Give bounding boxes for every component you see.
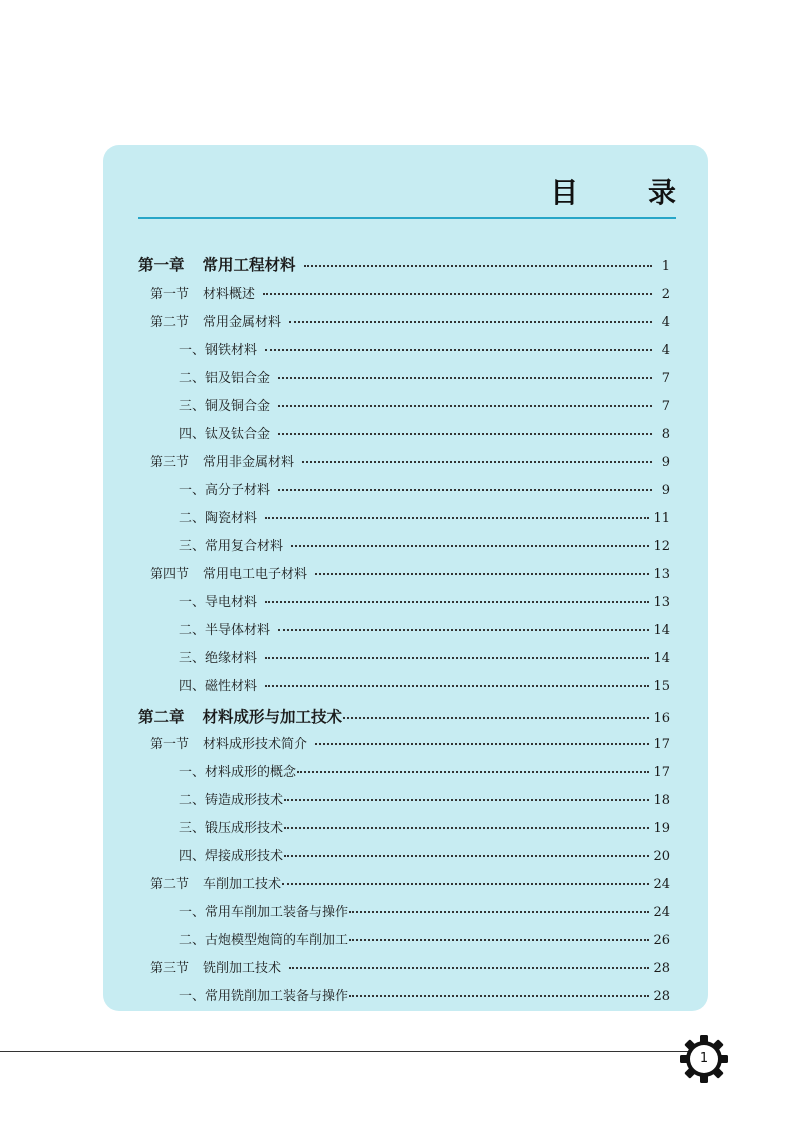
toc-entry-title: 常用车削加工装备与操作: [205, 905, 349, 920]
toc-subsection-entry: [103, 619, 670, 645]
toc-entry-title: 高分子材料: [205, 483, 271, 498]
toc-page-number: 24: [653, 905, 670, 920]
toc-page-number: 4: [661, 315, 670, 330]
toc-entry-title: 半导体材料: [205, 623, 271, 638]
toc-entry-title: 焊接成形技术: [205, 849, 284, 864]
toc-entry-label: [179, 591, 257, 610]
toc-page-number: 11: [653, 511, 670, 526]
toc-entry-number: 一、: [179, 483, 206, 498]
toc-section-entry: [103, 283, 670, 309]
toc-entry-title: 材料成形技术简介: [203, 737, 308, 752]
toc-page-number: 28: [653, 961, 670, 976]
page-title: 目 录: [550, 176, 706, 209]
dot-leader: [278, 489, 652, 491]
toc-section-entry: [103, 873, 670, 899]
toc-entry-label: [179, 339, 257, 358]
toc-entry-number: 第三节: [150, 961, 190, 976]
toc-entry-title: 绝缘材料: [205, 651, 258, 666]
toc-entry-label: [179, 817, 283, 836]
toc-subsection-entry: [103, 901, 670, 927]
toc-page-number: 1: [661, 259, 670, 274]
toc-section-entry: [103, 957, 670, 983]
toc-section-entry: [103, 311, 670, 337]
toc-entry-title: 陶瓷材料: [205, 511, 258, 526]
toc-page-number: 7: [661, 371, 670, 386]
toc-subsection-entry: [103, 339, 670, 365]
dot-leader: [278, 405, 652, 407]
dot-leader: [263, 293, 652, 295]
dot-leader: [315, 743, 649, 745]
toc-entry-label: [150, 311, 281, 330]
dot-leader: [343, 717, 649, 719]
toc-subsection-entry: [103, 789, 670, 815]
toc-page-number: 24: [653, 877, 670, 892]
toc-page-number: 18: [653, 793, 670, 808]
toc-entry-label: [150, 451, 294, 470]
toc-entry-number: 二、: [179, 511, 206, 526]
toc-entry-label: [179, 535, 283, 554]
toc-entry-number: 三、: [179, 399, 206, 414]
toc-entry-title: 锻压成形技术: [205, 821, 284, 836]
dot-leader: [265, 349, 652, 351]
toc-entry-number: 第一章: [138, 256, 185, 274]
toc-subsection-entry: [103, 507, 670, 533]
toc-entry-number: 四、: [179, 427, 206, 442]
dot-leader: [302, 461, 652, 463]
toc-entry-number: 一、: [179, 989, 206, 1004]
toc-entry-label: [150, 283, 255, 302]
dot-leader: [284, 855, 649, 857]
dot-leader: [349, 911, 649, 913]
toc-chapter-entry: [103, 705, 670, 731]
toc-subsection-entry: [103, 423, 670, 449]
toc-entry-label: [179, 395, 270, 414]
dot-leader: [265, 601, 649, 603]
dot-leader: [278, 377, 652, 379]
toc-page-number: 17: [653, 765, 670, 780]
toc-subsection-entry: [103, 367, 670, 393]
toc-entry-label: [150, 873, 281, 892]
toc-subsection-entry: [103, 675, 670, 701]
toc-entry-number: 二、: [179, 793, 206, 808]
dot-leader: [265, 517, 649, 519]
toc-entry-title: 常用非金属材料: [203, 455, 295, 470]
toc-page-number: 19: [653, 821, 670, 836]
toc-entry-title: 铜及铜合金: [205, 399, 271, 414]
toc-entry-label: [179, 985, 348, 1004]
toc-entry-number: 一、: [179, 595, 206, 610]
toc-entry-title: 常用金属材料: [203, 315, 282, 330]
toc-page-number: 14: [653, 651, 670, 666]
toc-page-number: 14: [653, 623, 670, 638]
toc-page-number: 13: [653, 595, 670, 610]
dot-leader: [265, 685, 649, 687]
toc-page-number: 20: [653, 849, 670, 864]
dot-leader: [282, 883, 649, 885]
dot-leader: [304, 265, 652, 267]
toc-entry-number: 四、: [179, 679, 206, 694]
dot-leader: [284, 799, 649, 801]
dot-leader: [265, 657, 649, 659]
toc-entry-number: 一、: [179, 765, 206, 780]
toc-page-number: 17: [653, 737, 670, 752]
toc-page-number: 4: [661, 343, 670, 358]
toc-subsection-entry: [103, 985, 670, 1011]
toc-entry-label: [179, 761, 296, 780]
toc-entry-label: [179, 423, 270, 442]
toc-subsection-entry: [103, 929, 670, 955]
toc-entry-number: 三、: [179, 821, 206, 836]
toc-entry-label: [138, 705, 342, 727]
toc-entry-label: [150, 563, 307, 582]
dot-leader: [289, 321, 652, 323]
toc-entry-number: 第一节: [150, 287, 190, 302]
toc-subsection-entry: [103, 479, 670, 505]
toc-entry-number: 三、: [179, 651, 206, 666]
dot-leader: [315, 573, 649, 575]
toc-entry-label: [179, 367, 270, 386]
toc-subsection-entry: [103, 535, 670, 561]
toc-entry-title: 材料概述: [203, 287, 256, 302]
toc-entry-number: 第二节: [150, 877, 190, 892]
toc-entry-number: 二、: [179, 933, 206, 948]
toc-subsection-entry: [103, 817, 670, 843]
toc-entry-number: 一、: [179, 905, 206, 920]
toc-page-number: 9: [661, 455, 670, 470]
toc-entry-label: [150, 957, 281, 976]
toc-entry-label: [179, 479, 270, 498]
toc-entry-label: [138, 253, 296, 275]
toc-entry-title: 常用工程材料: [202, 256, 296, 274]
toc-entry-label: [179, 901, 348, 920]
toc-entry-number: 第三节: [150, 455, 190, 470]
toc-entry-title: 磁性材料: [205, 679, 258, 694]
toc-subsection-entry: [103, 647, 670, 673]
toc-entry-number: 三、: [179, 539, 206, 554]
toc-entry-title: 铝及铝合金: [205, 371, 271, 386]
toc-section-entry: [103, 733, 670, 759]
toc-entry-number: 第二章: [138, 708, 185, 726]
dot-leader: [284, 827, 649, 829]
toc-entry-title: 钛及钛合金: [205, 427, 271, 442]
toc-entry-number: 一、: [179, 343, 206, 358]
toc-entry-number: 二、: [179, 371, 206, 386]
page-number: 1: [699, 1051, 709, 1066]
toc-subsection-entry: [103, 845, 670, 871]
toc-page-number: 2: [661, 287, 670, 302]
toc-entry-title: 铣削加工技术: [203, 961, 282, 976]
toc-entry-number: 二、: [179, 623, 206, 638]
toc-chapter-entry: [103, 253, 670, 279]
toc-entry-number: 第一节: [150, 737, 190, 752]
toc-page-number: 16: [653, 711, 670, 726]
toc-entry-label: [150, 733, 307, 752]
toc-entry-title: 导电材料: [205, 595, 258, 610]
toc-entry-label: [179, 845, 283, 864]
toc-subsection-entry: [103, 395, 670, 421]
toc-page-number: 28: [653, 989, 670, 1004]
dot-leader: [297, 771, 649, 773]
toc-page-number: 13: [653, 567, 670, 582]
toc-entry-title: 钢铁材料: [205, 343, 258, 358]
toc-page-number: 9: [661, 483, 670, 498]
toc-entry-title: 车削加工技术: [203, 877, 282, 892]
toc-entry-title: 铸造成形技术: [205, 793, 284, 808]
toc-entry-title: 材料成形与加工技术: [202, 708, 343, 726]
toc-entry-label: [179, 929, 348, 948]
toc-entry-number: 第二节: [150, 315, 190, 330]
toc-entry-title: 常用铣削加工装备与操作: [205, 989, 349, 1004]
toc-subsection-entry: [103, 591, 670, 617]
toc-section-entry: [103, 451, 670, 477]
toc-entry-title: 材料成形的概念: [205, 765, 297, 780]
toc-page-number: 26: [653, 933, 670, 948]
footer-rule: [0, 1051, 690, 1052]
dot-leader: [278, 433, 652, 435]
toc-entry-label: [179, 789, 283, 808]
toc-entry-label: [179, 619, 270, 638]
toc-entry-title: 古炮模型炮筒的车削加工: [205, 933, 349, 948]
toc-entry-label: [179, 507, 257, 526]
toc-entry-label: [179, 675, 257, 694]
toc-entry-label: [179, 647, 257, 666]
toc-entry-number: 四、: [179, 849, 206, 864]
toc-subsection-entry: [103, 761, 670, 787]
toc-page-number: 7: [661, 399, 670, 414]
toc-entry-number: 第四节: [150, 567, 190, 582]
toc-page-number: 8: [661, 427, 670, 442]
dot-leader: [289, 967, 649, 969]
dot-leader: [278, 629, 649, 631]
dot-leader: [291, 545, 649, 547]
toc-panel: [103, 145, 708, 1011]
toc-entry-title: 常用电工电子材料: [203, 567, 308, 582]
toc-page-number: 12: [653, 539, 670, 554]
toc-entry-title: 常用复合材料: [205, 539, 284, 554]
toc-section-entry: [103, 563, 670, 589]
dot-leader: [349, 995, 649, 997]
title-divider: [138, 217, 676, 219]
toc-page-number: 15: [653, 679, 670, 694]
dot-leader: [349, 939, 649, 941]
